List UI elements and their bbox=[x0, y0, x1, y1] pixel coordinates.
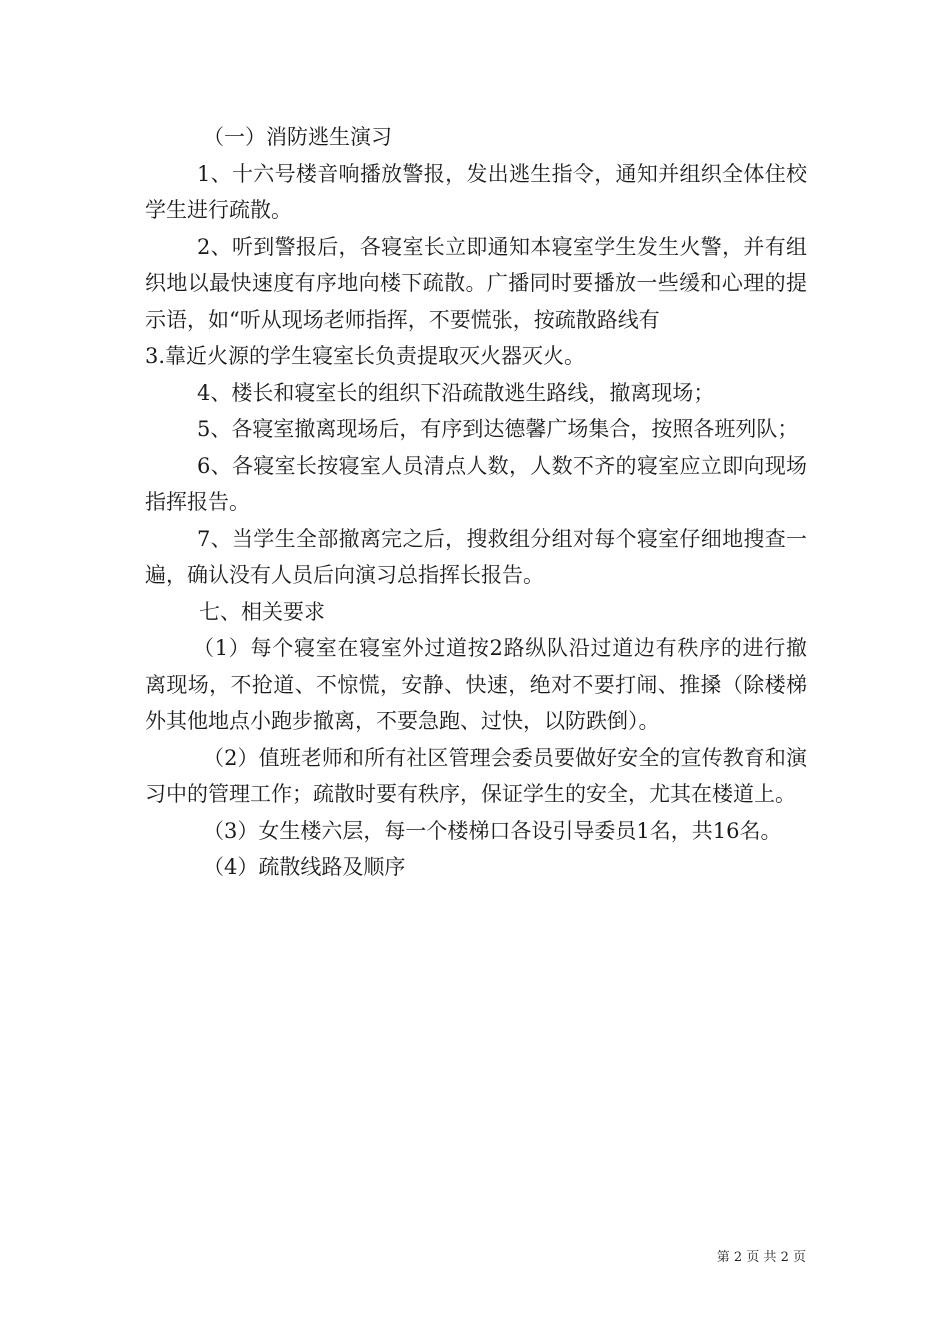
paragraph-requirement-3: （3）女生楼六层，每一个楼梯口各设引导委员1名，共16名。 bbox=[203, 818, 782, 843]
paragraph-step-6: 6、各寝室长按寝室人员清点人数，人数不齐的寝室应立即向现场指挥报告。 bbox=[145, 453, 807, 514]
paragraph-requirement-1: （1）每个寝室在寝室外过道按2路纵队沿过道边有秩序的进行撤离现场，不抢道、不惊慌，安静、快速，绝对不要打闹、推搡（除楼梯外其他地点小跑步撤离，不要急跑、过快，以防跌倒）。 bbox=[145, 636, 807, 733]
section-heading-drill: （一）消防逃生演习 bbox=[203, 125, 392, 149]
paragraph-step-2: 2、听到警报后，各寝室长立即通知本寝室学生发生火警，并有组织地以最快速度有序地向楼下疏散。广播同时要播放一些缓和心理的提示语，如“听从现场老师指挥，不要慌张，按疏散路线有 bbox=[145, 234, 807, 332]
paragraph-step-5: 5、各寝室撤离现场后，有序到达德馨广场集合，按照各班列队； bbox=[197, 417, 799, 441]
paragraph-requirement-2: （2）值班老师和所有社区管理会委员要做好安全的宣传教育和演习中的管理工作；疏散时要有秩序，保证学生的安全，尤其在楼道上。 bbox=[145, 745, 807, 806]
paragraph-step-1: 1、十六号楼音响播放警报，发出逃生指令，通知并组织全体住校学生进行疏散。 bbox=[145, 161, 807, 222]
section-heading-requirements: 七、相关要求 bbox=[199, 599, 325, 624]
paragraph-step-7: 7、当学生全部撤离完之后，搜救组分组对每个寝室仔细地搜查一遍，确认没有人员后向演习总指挥长报告。 bbox=[145, 526, 807, 587]
paragraph-step-3: 3.靠近火源的学生寝室长负责提取灭火器灭火。 bbox=[145, 344, 586, 368]
paragraph-requirement-4: （4）疏散线路及顺序 bbox=[203, 855, 406, 879]
document-body bbox=[145, 119, 807, 886]
paragraph-step-4: 4、楼长和寝室长的组织下沿疏散逃生路线，撤离现场； bbox=[197, 380, 715, 405]
page-number-footer: 第 2 页 共 2 页 bbox=[716, 1250, 806, 1265]
